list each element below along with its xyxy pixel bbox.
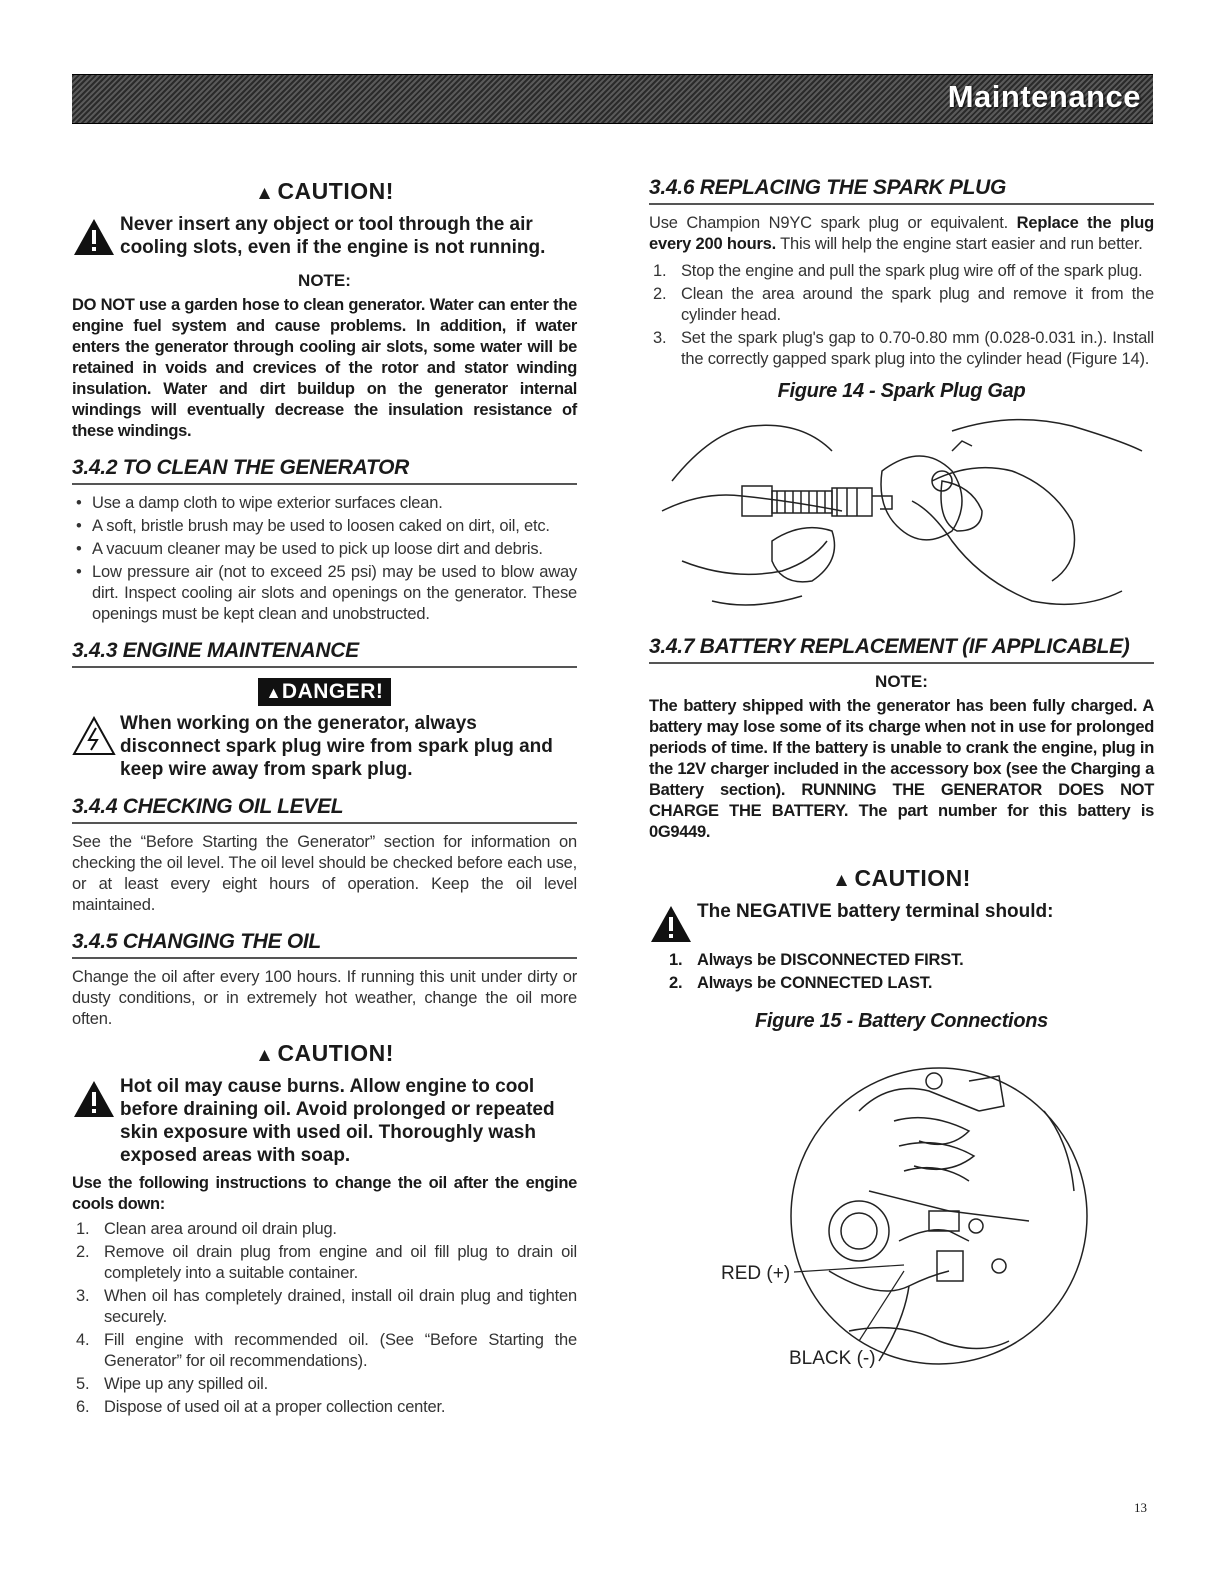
list-item bbox=[72, 1242, 577, 1284]
page-title: Maintenance bbox=[947, 79, 1141, 114]
step-text: Always be DISCONNECTED FIRST. bbox=[697, 951, 964, 969]
spark-plug-gap-illustration bbox=[652, 411, 1152, 621]
spark-plug-steps bbox=[649, 261, 1154, 370]
oil-change-steps bbox=[72, 1219, 577, 1418]
oil-change-paragraph: Change the oil after every 100 hours. If running this unit under dirty or dusty conditions, or in extremely hot weather, change the oil more often. bbox=[72, 968, 577, 1028]
warning-triangle-icon bbox=[649, 904, 693, 944]
black-terminal-label: BLACK (-) bbox=[789, 1348, 876, 1369]
spark-plug-intro bbox=[649, 213, 1154, 255]
black-leader-line bbox=[859, 1271, 904, 1341]
step-number: 2. bbox=[76, 1243, 90, 1261]
step-text: Dispose of used oil at a proper collection center. bbox=[104, 1398, 446, 1416]
page-number: 13 bbox=[1134, 1500, 1147, 1515]
right-column bbox=[649, 168, 1154, 1371]
list-item bbox=[665, 950, 1154, 971]
header-bar bbox=[72, 74, 1153, 124]
step-number: 6. bbox=[76, 1398, 90, 1416]
section-heading-3-4-3: 3.4.3 ENGINE MAINTENANCE bbox=[72, 639, 577, 668]
step-text: Clean the area around the spark plug and remove it from the cylinder head. bbox=[681, 285, 1154, 324]
step-number: 5. bbox=[76, 1375, 90, 1393]
battery-note-text: The battery shipped with the generator has been fully charged. A battery may lose some of its charge when not in use for prolonged periods of time. If the battery is unable to crank the engine, plug in the 12V charger included in the accessory box (see the Charging a Battery section). RUNNING THE GENERATOR DOES NOT CHARGE THE BATTERY. The part number for this battery is 0G9449. bbox=[649, 697, 1154, 841]
oil-level-paragraph: See the “Before Starting the Generator” section for information on checking the oil level. The oil level should be checked before each use, or at least every eight hours of operation. Keep the oil level maintained. bbox=[72, 833, 577, 914]
caution-heading bbox=[649, 865, 1154, 892]
caution-text: Never insert any object or tool through the air cooling slots, even if the engine is not running. bbox=[120, 214, 546, 258]
cleaning-bullet-list bbox=[72, 493, 577, 625]
oil-change-intro: Use the following instructions to change the oil after the engine cools down: bbox=[72, 1174, 577, 1213]
caution-heading bbox=[72, 1040, 577, 1067]
caution-text: The NEGATIVE battery terminal should: bbox=[697, 901, 1054, 922]
danger-heading bbox=[72, 678, 577, 706]
list-item bbox=[72, 1397, 577, 1418]
list-item: • Use a damp cloth to wipe exterior surfaces clean. bbox=[72, 493, 577, 514]
step-text: Fill engine with recommended oil. (See “Before Starting the Generator” for oil recommendations). bbox=[104, 1331, 577, 1370]
caution-message bbox=[72, 1075, 577, 1167]
step-number: 3. bbox=[76, 1287, 90, 1305]
step-number: 2. bbox=[669, 974, 683, 992]
section-heading-3-4-6: 3.4.6 REPLACING THE SPARK PLUG bbox=[649, 176, 1154, 205]
danger-triangle-icon bbox=[72, 716, 116, 756]
battery-connections-illustration bbox=[649, 1041, 1154, 1371]
caution-text: Hot oil may cause burns. Allow engine to cool before draining oil. Avoid prolonged or repeated skin exposure with used oil. Thoroughly wash exposed areas with soap. bbox=[120, 1076, 555, 1166]
figure-14-caption: Figure 14 - Spark Plug Gap bbox=[777, 380, 1026, 402]
list-item bbox=[72, 1219, 577, 1240]
note-text: DO NOT use a garden hose to clean generator. Water can enter the engine fuel system and cause problems. In addition, if water enters the generator through cooling air slots, some water will be retained in voids and crevices of the rotor and stator winding insulation. Water and dirt buildup on the generator internal windings will eventually decrease the insulation resistance of these windings. bbox=[72, 296, 577, 440]
warning-triangle-icon: ▲ bbox=[832, 870, 852, 891]
red-terminal-label: RED (+) bbox=[721, 1263, 791, 1284]
note-label: NOTE: bbox=[875, 672, 928, 691]
warning-triangle-icon: ▲ bbox=[255, 183, 275, 204]
caution-label: CAUTION! bbox=[277, 178, 394, 204]
list-item bbox=[72, 1286, 577, 1328]
section-heading-3-4-4: 3.4.4 CHECKING OIL LEVEL bbox=[72, 795, 577, 824]
step-number: 2. bbox=[653, 285, 667, 303]
step-text: Remove oil drain plug from engine and oil fill plug to drain oil completely into a suitable container. bbox=[104, 1243, 577, 1282]
danger-label: DANGER! bbox=[281, 680, 384, 703]
step-text: Set the spark plug's gap to 0.70-0.80 mm (0.028-0.031 in.). Install the correctly gapped spark plug into the cylinder head (Figure 14). bbox=[681, 329, 1154, 368]
section-heading-3-4-7: 3.4.7 BATTERY REPLACEMENT (IF APPLICABLE) bbox=[649, 635, 1154, 664]
list-item: • Low pressure air (not to exceed 25 psi) may be used to blow away dirt. Inspect cooling air slots and openings on the generator. These openings must be kept clean and unobstructed. bbox=[72, 562, 577, 625]
step-number: 1. bbox=[76, 1220, 90, 1238]
caution-heading bbox=[72, 178, 577, 205]
warning-triangle-icon bbox=[72, 1079, 116, 1119]
section-heading-3-4-2: 3.4.2 TO CLEAN THE GENERATOR bbox=[72, 456, 577, 485]
battery-caution-steps bbox=[665, 950, 1154, 994]
figure-15-caption: Figure 15 - Battery Connections bbox=[755, 1010, 1048, 1032]
caution-label: CAUTION! bbox=[854, 865, 971, 891]
step-number: 1. bbox=[653, 262, 667, 280]
note-label: NOTE: bbox=[298, 271, 351, 290]
step-text: When oil has completely drained, install oil drain plug and tighten securely. bbox=[104, 1287, 577, 1326]
list-item bbox=[665, 973, 1154, 994]
step-number: 1. bbox=[669, 951, 683, 969]
section-heading-3-4-5: 3.4.5 CHANGING THE OIL bbox=[72, 930, 577, 959]
step-number: 3. bbox=[653, 329, 667, 347]
step-number: 4. bbox=[76, 1331, 90, 1349]
list-item: • A soft, bristle brush may be used to loosen caked on dirt, oil, etc. bbox=[72, 516, 577, 537]
warning-triangle-icon: ▲ bbox=[255, 1045, 275, 1066]
red-leader-line bbox=[794, 1265, 904, 1272]
list-item bbox=[649, 284, 1154, 326]
step-text: Stop the engine and pull the spark plug wire off of the spark plug. bbox=[681, 262, 1143, 280]
caution-message bbox=[649, 900, 1154, 944]
list-item bbox=[72, 1330, 577, 1372]
step-text: Always be CONNECTED LAST. bbox=[697, 974, 933, 992]
step-text: Wipe up any spilled oil. bbox=[104, 1375, 268, 1393]
danger-badge bbox=[258, 678, 392, 706]
list-item bbox=[649, 261, 1154, 282]
step-text: Clean area around oil drain plug. bbox=[104, 1220, 337, 1238]
list-item: • A vacuum cleaner may be used to pick up loose dirt and debris. bbox=[72, 539, 577, 560]
danger-text: When working on the generator, always disconnect spark plug wire from spark plug and keep wire away from spark plug. bbox=[120, 713, 553, 780]
warning-triangle-icon bbox=[72, 217, 116, 257]
caution-label: CAUTION! bbox=[277, 1040, 394, 1066]
caution-message bbox=[72, 213, 577, 259]
danger-message bbox=[72, 712, 577, 781]
intro-text: Use Champion N9YC spark plug or equivalent. bbox=[649, 214, 1017, 232]
danger-triangle-icon: ▲ bbox=[265, 685, 282, 702]
list-item bbox=[72, 1374, 577, 1395]
intro-text: This will help the engine start easier and run better. bbox=[776, 235, 1143, 253]
list-item bbox=[649, 328, 1154, 370]
left-column bbox=[72, 168, 577, 1420]
intro-emphasis: Replace the plug every 200 hours. bbox=[649, 214, 1154, 253]
